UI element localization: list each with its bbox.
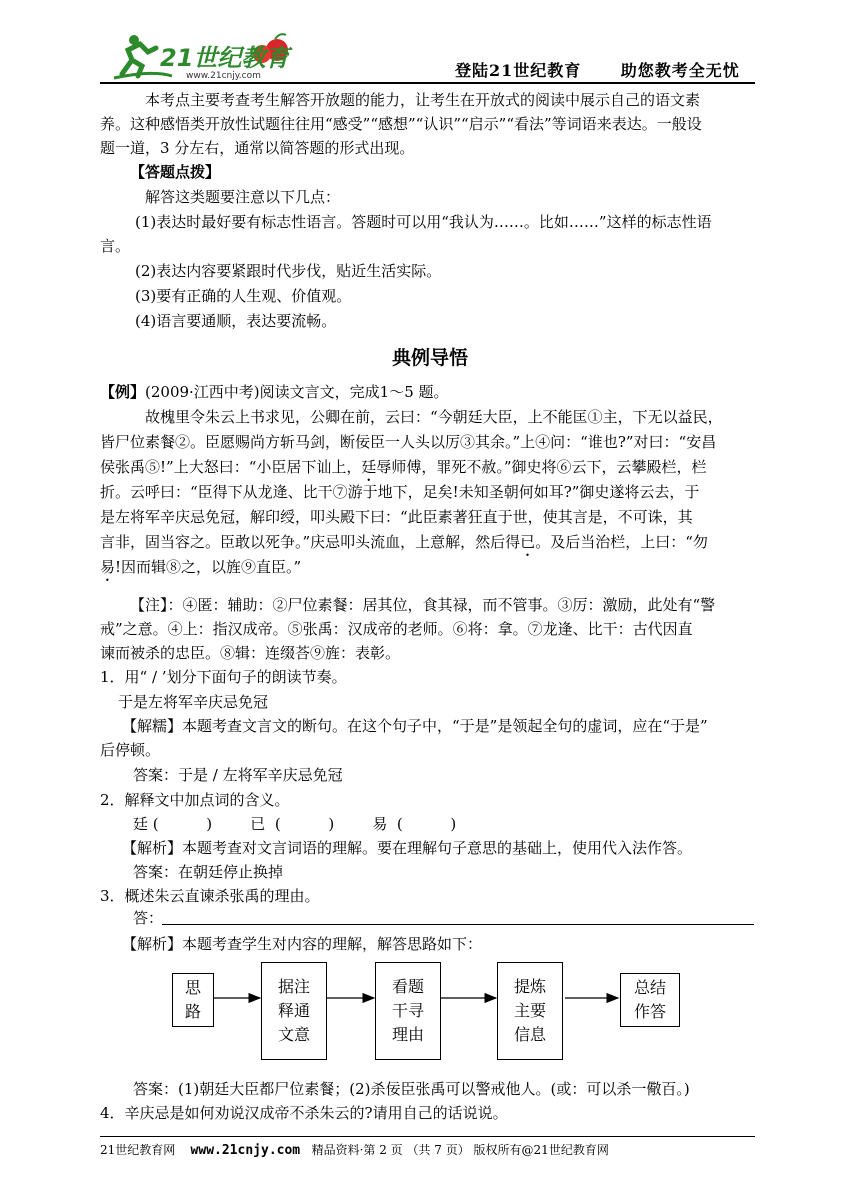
tip-2: (2)表达内容要紧跟时代步伐，贴近生活实际。 (135, 262, 442, 280)
passage-line-3a: 侯张禹⑤!”上大怒曰：“小臣居下讪上， (100, 458, 362, 476)
q1-answer: 答案：于是 / 左将军辛庆忌免冠 (133, 766, 343, 784)
q2-answer: 答案：在朝廷停止换掉 (133, 863, 284, 881)
logo-graphic (112, 30, 302, 82)
q1-question: 1．用“ / ’划分下面句子的朗读节奏。 (100, 668, 347, 686)
dotted-word-yi2: 易 (100, 558, 116, 576)
intro-line-2: 养。这种感悟类开放性试题往往用“感受”“感想”“认识”“启示”“看法”等词语来表达。一般设 (100, 115, 702, 133)
passage-line-2: 皆尸位素餐②。臣愿赐尚方斩马剑，断佞臣一人头以厉③其余。”上④问：“谁也?”对曰：“安昌 (100, 433, 717, 451)
passage-line-6b: 。及后当治栏，上曰：“勿 (535, 533, 708, 551)
flow-box-5 (620, 973, 680, 1027)
flow-box-3-label: 看题干寻理由 (391, 977, 424, 1044)
logo-url: www.21cnjy.com (186, 71, 261, 81)
slogan-right: 助您教考全无忧 (620, 61, 740, 80)
flow-box-2-label: 据注释通文意 (277, 977, 310, 1044)
footer-site: 21世纪教育网 (100, 1143, 176, 1157)
passage-line-6a: 言非，固当容之。臣敢以死争。”庆忌叩头流血，上意解，然后得 (100, 533, 521, 551)
q1-analysis-2: 后停顿。 (100, 741, 161, 759)
passage-line-1: 故槐里令朱云上书求见，公卿在前，云曰：“今朝廷大臣，上不能匡①主，下无以益民， (145, 408, 723, 426)
passage-line-7 (100, 557, 760, 585)
slogan-left: 登陆21世纪教育 (455, 61, 582, 80)
q3-question: 3．概述朱云直谏杀张禹的理由。 (100, 887, 320, 905)
q3-analysis: 【解析】本题考查学生对内容的理解，解答思路如下： (122, 935, 483, 953)
footer-rule (100, 1136, 755, 1137)
tip-lead: 解答这类题要注意以下几点： (145, 188, 341, 206)
passage-line-3b: 辱师傅，罪死不赦。”御史将⑥云下，云攀殿栏，栏 (376, 458, 707, 476)
example-intro (100, 382, 760, 403)
q4-question: 4．辛庆忌是如何劝说汉成帝不杀朱云的?请用自己的话说说。 (100, 1104, 508, 1122)
flow-box-4-label: 提炼主要信息 (513, 977, 546, 1044)
flow-box-1 (172, 973, 214, 1027)
passage-line-5: 是左将军辛庆忌免冠，解印绶，叩头殿下曰：“此臣素著狂直于世，使其言是，不可诛，其 (100, 508, 693, 526)
notes-line-1: 【注】：④匿：辅助：②尸位素餐：居其位，食其禄，而不管事。③厉：激励，此处有“警 (130, 596, 716, 614)
header-slogan (455, 58, 740, 81)
q1-analysis-1: 【解糯】本题考查文言文的断句。在这个句子中，“于是”是领起全句的虚词，应在“于是” (122, 717, 708, 735)
footer-info: 精品资料·第 2 页 （共 7 页） 版权所有@21世纪教育网 (311, 1143, 609, 1157)
passage-line-6 (100, 532, 760, 560)
q2-question: 2．解释文中加点词的含义。 (100, 791, 290, 809)
intro-line-1: 本考点主要考查考生解答开放题的能力，让考生在开放式的阅读中展示自己的语文素 (145, 91, 701, 109)
passage-line-3 (100, 457, 760, 485)
dotted-word-ting: 廷 (361, 458, 377, 476)
flow-box-2 (261, 962, 327, 1060)
flow-box-1-label: 思路 (184, 978, 201, 1021)
intro-line-3: 题一道，3 分左右，通常以简答题的形式出现。 (100, 139, 415, 157)
flow-box-3 (375, 962, 441, 1060)
example-label: 【例】 (100, 383, 146, 401)
q3-answer: 答案：(1)朝廷大臣都尸位素餐；(2)杀佞臣张禹可以警戒他人。(或：可以杀一儆百。) (133, 1080, 690, 1098)
logo (112, 30, 302, 82)
passage-line-7b: !因而辑⑧之，以旌⑨直臣。” (115, 558, 302, 576)
dotted-word-yi: 已 (520, 533, 536, 551)
flow-box-5-label: 总结作答 (633, 978, 666, 1021)
notes-line-2: 戒”之意。④上：指汉成帝。⑤张禹：汉成帝的老师。⑥将：拿。⑦龙逢、比干：古代因直 (100, 620, 693, 638)
tip-3: (3)要有正确的人生观、价值观。 (135, 287, 352, 305)
tip-title: 【答题点拨】 (130, 163, 221, 181)
tip-4: (4)语言要通顺，表达要流畅。 (135, 312, 337, 330)
q2-blanks: 廷 ( ) 已 ( ) 易 ( ) (133, 815, 457, 833)
tip-1-line-1: (1)表达时最好要有标志性语言。答题时可以用“我认为……。比如……”这样的标志性语 (135, 213, 712, 231)
q3-answer-label: 答： (133, 909, 164, 927)
q1-sentence: 于是左将军辛庆忌免冠 (118, 693, 269, 711)
q2-analysis: 【解析】本题考查对文言词语的理解。要在理解句子意思的基础上，使用代入法作答。 (122, 839, 693, 857)
footer-url[interactable]: www.21cnjy.com (190, 1143, 301, 1158)
footer (100, 1141, 609, 1158)
header-rule (100, 82, 755, 84)
section-title: 典例导悟 (391, 347, 468, 369)
q3-answer-line (162, 924, 754, 925)
logo-text: 21世纪教育 (160, 44, 290, 72)
tip-1-line-2: 言。 (100, 237, 131, 255)
example-intro-text: (2009·江西中考)阅读文言文，完成1～5 题。 (145, 383, 449, 401)
passage-line-4: 折。云呼曰：“臣得下从龙逄、比干⑦游于地下，足矣!未知圣朝何如耳?”御史遂将云去，于 (100, 483, 700, 501)
flow-box-4 (497, 962, 563, 1060)
notes-line-3: 谏而被杀的忠臣。⑧辑：连缀荅⑨旌：表彰。 (100, 644, 401, 662)
